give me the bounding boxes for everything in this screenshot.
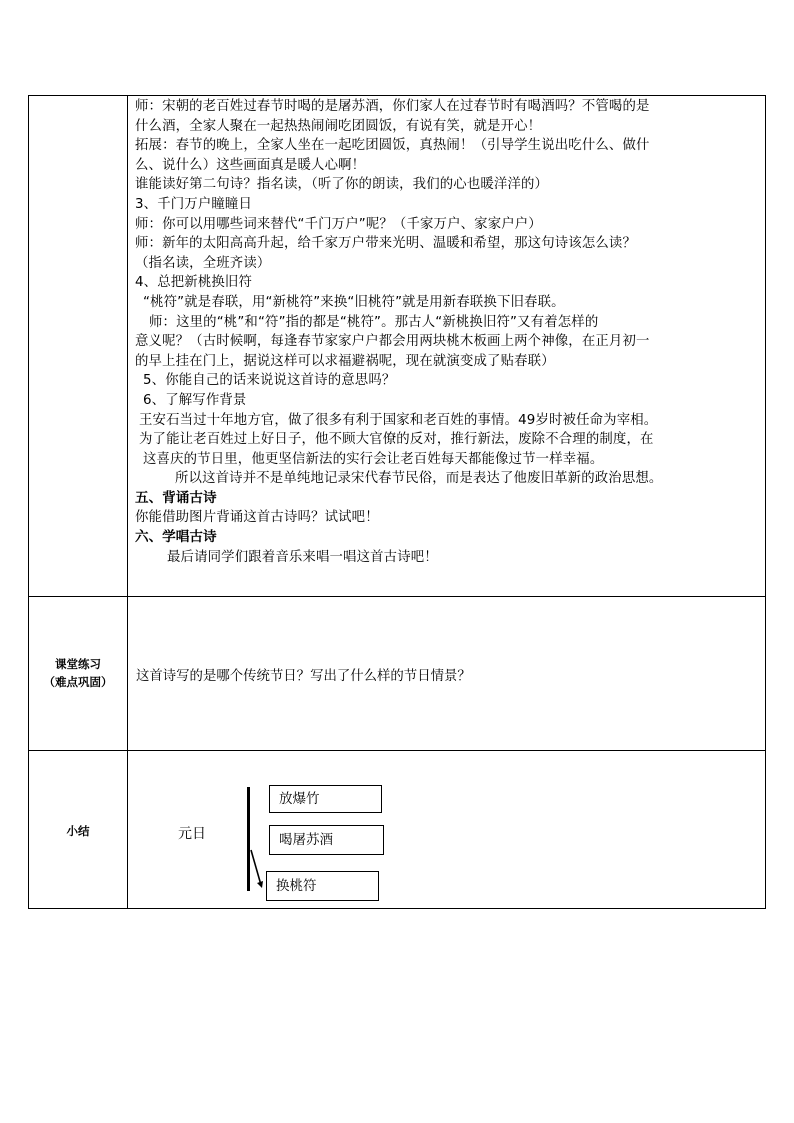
lesson-line: 5、你能自己的话来说说这首诗的意思吗？ (143, 373, 396, 389)
lesson-lines (135, 97, 760, 489)
lesson-line: 师：你可以用哪些词来替代“千门万户”呢？（千家万户、家家户户） (135, 216, 542, 232)
practice-label (28, 655, 128, 691)
column-divider (127, 95, 128, 909)
section-5-text: 你能借助图片背诵这首古诗吗？试试吧！ (135, 510, 379, 526)
lesson-line: 师：宋朝的老百姓过春节时喝的是屠苏酒，你们家人在过春节时有喝酒吗？不管喝的是 (135, 99, 650, 114)
section-6-text: 最后请同学们跟着音乐来唱一唱这首古诗吧！ (167, 549, 438, 565)
lesson-line: 为了能让老百姓过上好日子，他不顾大官僚的反对，推行新法，废除不合理的制度，在 (139, 432, 654, 448)
lesson-line: 意义呢？（古时候啊，每逢春节家家户户都会用两块桃木板画上两个神像，在正月初一 (135, 334, 650, 350)
lesson-line: 这喜庆的节日里，他更坚信新法的实行会让老百姓每天都能像过节一样幸福。 (143, 451, 604, 467)
arrow-icon (250, 849, 266, 889)
row-divider-practice (28, 596, 766, 597)
section-6-title: 六、学唱古诗 (135, 529, 217, 546)
summary-label: 小结 (66, 824, 90, 838)
row-divider-summary (28, 750, 766, 751)
lesson-line: 师：新年的太阳高高升起，给千家万户带来光明、温暖和希望，那这句诗该怎么读？ (135, 236, 637, 252)
lesson-content-cell (135, 97, 760, 567)
festival-name: 元日 (178, 826, 206, 842)
lesson-line: “桃符”就是春联，用“新桃符”来换“旧桃符”就是用新春联换下旧春联。 (143, 294, 565, 310)
section-5-title: 五、背诵古诗 (135, 489, 217, 506)
summary-item-peach-charm: 换桃符 (266, 871, 379, 901)
practice-question: 这首诗写的是哪个传统节日？写出了什么样的节日情景？ (136, 669, 471, 684)
lesson-line: 拓展：春节的晚上，全家人坐在一起吃团圆饭，真热闹！（引导学生说出吃什么、做什 (135, 138, 650, 154)
lesson-line: 6、了解写作背景 (143, 392, 247, 408)
lesson-line: 师：这里的“桃”和“符”指的都是“桃符”。那古人“新桃换旧符”又有着怎样的 (149, 314, 599, 330)
practice-label-line1: 课堂练习 (55, 657, 101, 671)
lesson-line: 什么酒，全家人聚在一起热热闹闹吃团圆饭，有说有笑，就是开心！ (135, 118, 542, 134)
lesson-line: 的早上挂在门上，据说这样可以求福避祸呢，现在就演变成了贴春联） (135, 353, 555, 369)
lesson-line: 4、总把新桃换旧符 (135, 275, 252, 291)
summary-item-firecrackers: 放爆竹 (269, 785, 382, 813)
lesson-line: 么、说什么）这些画面真是暖人心啊！ (135, 157, 366, 173)
lesson-line: 所以这首诗并不是单纯地记录宋代春节民俗，而是表达了他废旧革新的政治思想。 (175, 471, 663, 487)
practice-label-line2: （难点巩固） (43, 675, 113, 689)
lesson-line: 3、千门万户瞳瞳日 (135, 196, 252, 212)
lesson-line: 谁能读好第二句诗？指名读，（听了你的朗读，我们的心也暖洋洋的） (135, 177, 549, 193)
lesson-line: 王安石当过十年地方官，做了很多有利于国家和老百姓的事情。49岁时被任命为宰相。 (139, 412, 658, 428)
lesson-line: （指名读，全班齐读） (135, 255, 271, 271)
summary-item-tusu-wine: 喝屠苏酒 (269, 825, 384, 855)
